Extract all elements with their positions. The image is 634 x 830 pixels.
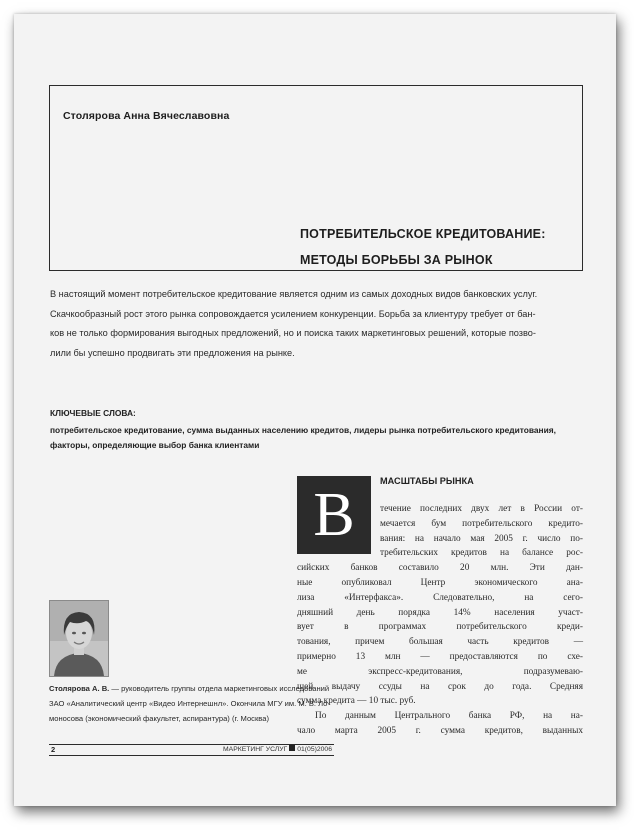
author-portrait-image	[50, 601, 108, 676]
page-number: 2	[51, 745, 56, 754]
drop-cap: В	[297, 476, 371, 554]
body-column	[297, 502, 583, 739]
journal-name: МАРКЕТИНГ УСЛУГ	[223, 746, 288, 753]
author-caption	[49, 681, 330, 726]
body-line: сийских банков составило 20 млн. Эти дан-	[297, 563, 583, 574]
body-line: щей выдачу ссуды на срок до года. Средняя	[297, 681, 583, 692]
article-title	[300, 221, 546, 273]
body-line: вания: на начало мая 2005 г. число по-	[380, 533, 583, 544]
keywords-text	[50, 423, 590, 453]
body-line: дняшний день порядка 14% населения участ-	[297, 607, 583, 618]
body-line: примерно 13 млн — предоставляются по схе-	[297, 651, 583, 662]
body-line: чало марта 2005 г. сумма кредитов, выданных	[297, 725, 583, 736]
journal-page	[14, 14, 616, 806]
issue-number: 01(05)2006	[297, 746, 332, 753]
page-footer	[49, 744, 334, 756]
author-photo	[49, 600, 109, 677]
body-line: сумма кредита — 10 тыс. руб.	[297, 696, 416, 707]
abstract-line: Скачкообразный рост этого рынка сопровождается усилением конкуренции. Борьба за клиентуру требует от бан-	[50, 308, 536, 319]
body-line: тования, причем большая часть кредитов —	[297, 637, 583, 648]
author-name: Столярова Анна Вячеславовна	[63, 110, 230, 122]
article-title-line-1: ПОТРЕБИТЕЛЬСКОЕ КРЕДИТОВАНИЕ:	[300, 227, 546, 241]
abstract	[50, 285, 583, 363]
abstract-line: В настоящий момент потребительское кредитование является одним из самых доходных видов банковских услуг.	[50, 289, 538, 299]
body-line: требительских кредитов на балансе рос-	[380, 548, 583, 559]
caption-author-name: Столярова А. В.	[49, 684, 110, 693]
body-line: мечается бум потребительского кредито-	[380, 518, 583, 529]
article-header-box	[49, 85, 583, 271]
abstract-line: ков не только формирования выгодных предложений, но и поиска таких маркетинговых решений, которые позво-	[50, 328, 536, 338]
keywords-heading: КЛЮЧЕВЫЕ СЛОВА:	[50, 408, 136, 418]
journal-issue	[223, 745, 332, 755]
caption-line: моносова (экономический факультет, аспирантура) (г. Москва)	[49, 714, 269, 723]
abstract-line: лили бы успешно продвигать эти предложения на рынке.	[50, 347, 295, 358]
article-title-line-2: МЕТОДЫ БОРЬБЫ ЗА РЫНОК	[300, 253, 493, 267]
caption-line: ЗАО «Аналитический центр «Видео Интернешнл». Окончила МГУ им. М. В. Ло-	[49, 699, 330, 708]
keywords-line: потребительское кредитование, сумма выданных населению кредитов, лидеры рынка потребительского кредитования,	[50, 425, 556, 435]
square-bullet-icon	[289, 745, 295, 751]
body-line: ме экспресс-кредитования, подразумеваю-	[297, 666, 583, 677]
body-line: лиза «Интерфакса». Следовательно, на сего-	[297, 592, 583, 603]
caption-line	[49, 681, 330, 696]
body-line: вует в программах потребительского креди-	[297, 622, 583, 633]
caption-role: — руководитель группы отдела маркетинговых исследований	[109, 684, 330, 693]
keywords-line: факторы, определяющие выбор банка клиентами	[50, 440, 260, 450]
body-line: ные опубликовал Центр экономического ана-	[297, 577, 583, 588]
section-heading: МАСШТАБЫ РЫНКА	[380, 476, 474, 486]
body-line: течение последних двух лет в России от-	[380, 504, 583, 514]
body-line: По данным Центрального банка РФ, на на-	[315, 711, 583, 722]
